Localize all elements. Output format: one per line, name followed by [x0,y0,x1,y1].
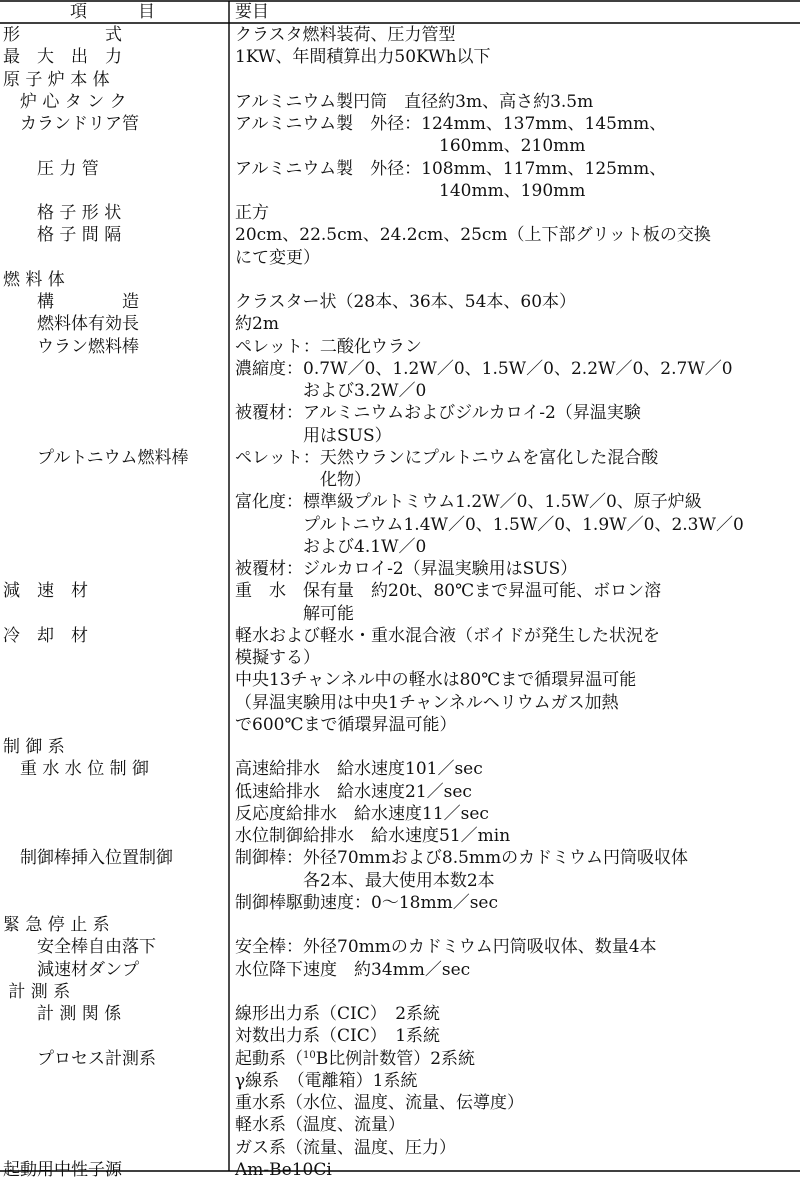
description-line: 正方 [235,203,269,223]
description-line: 被覆材：ジルカロイ-2（昇温実験用はSUS） [235,559,578,579]
item-description [235,224,799,269]
description-line: で600℃まで循環昇温可能） [235,714,457,735]
item-label: 起動用中性子源 [3,1159,122,1180]
description-line: クラスター状（28本、36本、54本、60本） [235,292,577,312]
item-description [235,91,799,113]
item-label: 燃 料 体 [3,269,65,290]
description-line: 20cm、22.5cm、24.2cm、25cm（上下部グリット板の交換 [235,225,711,246]
description-line: ペレット：二酸化ウラン [235,336,422,357]
item-description [235,202,799,224]
description-line: ガス系（流量、温度、圧力） [235,1137,456,1158]
description-line: 解可能 [235,603,354,624]
item-label: 緊 急 停 止 系 [3,915,110,935]
item-label: 形 式 [3,25,122,45]
description-line: 水位降下速度 約34mm／sec [235,959,471,980]
item-description [235,1159,799,1181]
description-line: アルミニウム製 外径：124mm、137mm、145mm、 [235,114,667,134]
description-line: 重水系（水位、温度、流量、伝導度） [235,1093,524,1113]
description-line: γ線系 （電離箱）1系統 [235,1070,418,1091]
description-line: Am-Be10Ci [235,1159,332,1180]
description-line: 約2m [235,314,279,335]
description-line: （昇温実験用は中央1チャンネルヘリウムガス加熱 [235,692,619,713]
description-line: 各2本、最大使用本数2本 [235,870,495,891]
description-line: 反応度給排水 給水速度11／sec [235,803,489,824]
item-label: 炉 心 タ ン ク [3,91,127,112]
description-line: 高速給排水 給水速度101／sec [235,759,483,780]
description-line: 重 水 保有量 約20t、80℃まで昇温可能、ボロン溶 [235,581,662,602]
description-line: 富化度：標準級プルトミウム1.2W／0、1.5W／0、原子炉級 [235,492,702,513]
item-label: 燃料体有効長 [3,314,139,335]
item-label: 安全棒自由落下 [3,937,156,958]
item-label: 圧 力 管 [3,158,99,179]
description-line: 低速給排水 給水速度21／sec [235,781,472,802]
description-line: にて変更） [235,247,320,268]
description-line: 制御棒駆動速度：0〜18mm／sec [235,892,498,913]
item-label: 計 測 関 係 [3,1004,122,1024]
item-label: 格 子 形 状 [3,203,122,223]
item-label: 計 測 系 [3,981,71,1002]
description-line: 軽水および軽水・重水混合液（ボイドが発生した状況を [235,625,660,646]
description-line: 模擬する） [235,648,320,668]
item-label: 重 水 水 位 制 御 [3,759,150,780]
description-line: 中央13チャンネル中の軽水は80℃まで循環昇温可能 [235,670,637,691]
header-item: 項 目 [70,2,155,22]
item-label: 格 子 間 隔 [3,225,122,246]
description-line: 制御棒：外径70mmおよび8.5mmのカドミウム円筒吸収体 [235,848,688,869]
description-line: 用はSUS） [235,425,392,446]
item-description [235,158,799,203]
item-description [235,1003,799,1048]
description-line: 160mm、210mm [235,136,586,157]
description-line: 起動系（$^{10}$B比例計数管）2系統 [235,1048,476,1069]
item-description [235,580,799,625]
description-line: 化物） [235,470,371,490]
description-line: 濃縮度：0.7W／0、1.2W／0、1.5W／0、2.2W／0、2.7W／0 [235,358,733,379]
description-line: アルミニウム製円筒 直径約3m、高さ約3.5m [235,91,594,112]
item-label: 最 大 出 力 [3,47,122,68]
item-label: 構 造 [3,292,139,312]
item-description [235,1048,799,1159]
description-line: 軽水系（温度、流量） [235,1115,405,1136]
description-line: 被覆材：アルミニウムおよびジルカロイ-2（昇温実験 [235,403,641,424]
item-label: 減速材ダンプ [3,959,140,980]
item-description [235,847,799,914]
item-description [235,24,799,46]
description-line: 水位制御給排水 給水速度51／min [235,826,511,846]
item-label: 減 速 材 [3,581,88,602]
description-line: 線形出力系（CIC） 2系統 [235,1004,441,1024]
description-line: 安全棒：外径70mmのカドミウム円筒吸収体、数量4本 [235,937,657,958]
item-description [235,936,799,958]
item-description [235,113,799,158]
item-label: プロセス計測系 [3,1048,156,1069]
description-line: アルミニウム製 外径：108mm、117mm、125mm、 [235,158,667,179]
description-line: ペレット：天然ウランにプルトニウムを富化した混合酸 [235,447,659,468]
description-line: 1KW、年間積算出力50KWh以下 [235,47,491,68]
description-line: クラスタ燃料装荷、圧力管型 [235,25,456,45]
description-line: 140mm、190mm [235,180,586,201]
item-description [235,291,799,313]
item-description [235,313,799,335]
description-line: および4.1W／0 [235,536,427,557]
item-description [235,447,799,581]
item-description [235,959,799,981]
item-label: ウラン燃料棒 [3,336,139,357]
item-description [235,758,799,847]
description-line: 対数出力系（CIC） 1系統 [235,1026,441,1047]
item-description [235,625,799,736]
item-label: 制御棒挿入位置制御 [3,848,173,869]
item-description [235,46,799,68]
item-label: カランドリア管 [3,114,139,134]
item-label: 制 御 系 [3,737,65,757]
description-line: プルトニウム1.4W／0、1.5W／0、1.9W／0、2.3W／0 [235,514,744,535]
item-label: 原 子 炉 本 体 [3,69,110,90]
item-label: 冷 却 材 [3,625,88,646]
item-description [235,336,799,447]
item-label: プルトニウム燃料棒 [3,447,189,468]
header-description: 要目 [235,2,269,22]
description-line: および3.2W／0 [235,381,427,401]
